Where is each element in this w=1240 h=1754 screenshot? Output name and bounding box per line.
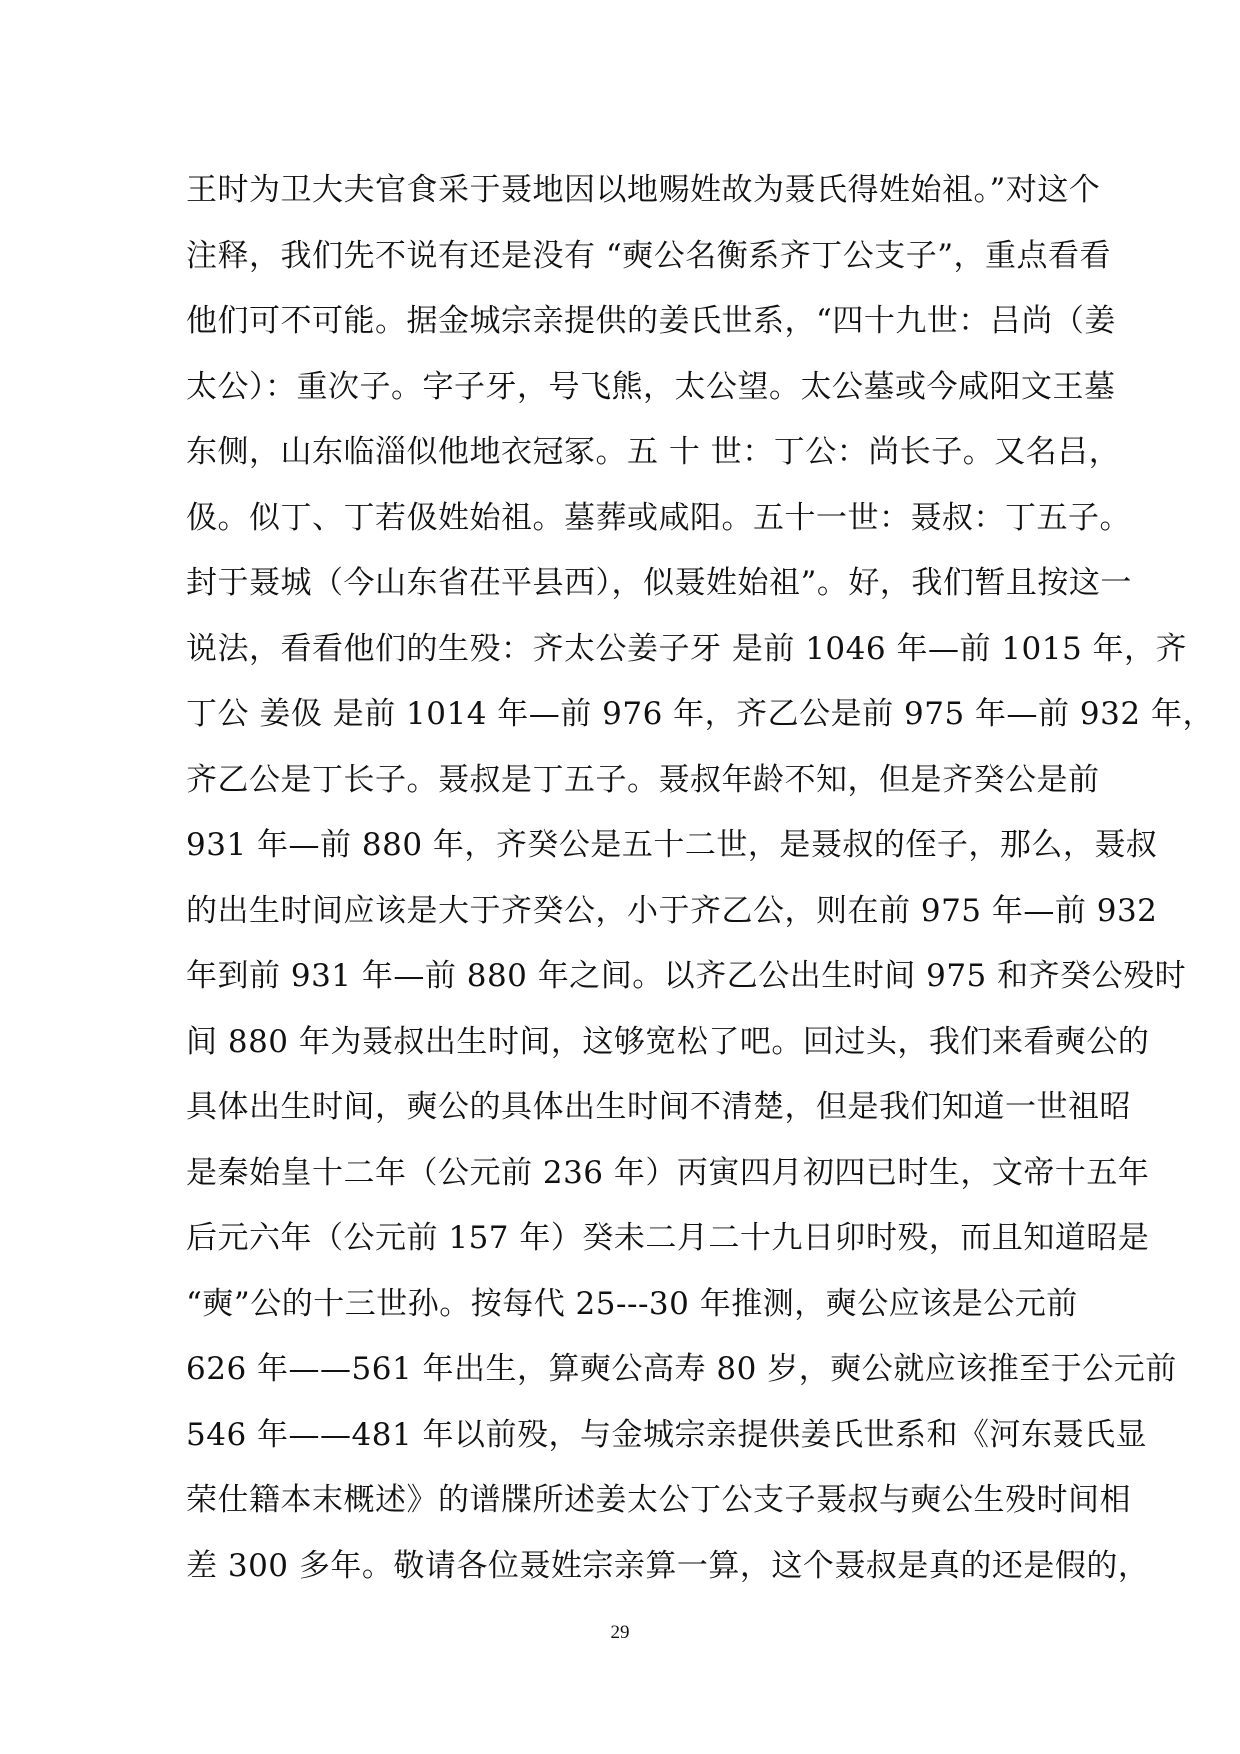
text-line: 说法，看看他们的生殁：齐太公姜子牙 是前 1046 年—前 1015 年，齐: [186, 630, 1188, 667]
text-line: 伋。似丁、丁若伋姓始祖。墓葬或咸阳。五十一世：聂叔：丁五子。: [186, 499, 1131, 536]
text-line: “奭”公的十三世孙。按每代 25---30 年推测，奭公应该是公元前: [186, 1285, 1078, 1322]
text-line: 东侧，山东临淄似他地衣冠冢。五 十 世：丁公：尚长子。又名吕，: [186, 434, 1121, 470]
text-line: 丁公 姜伋 是前 1014 年—前 976 年，齐乙公是前 975 年—前 932 年，: [186, 696, 1214, 732]
text-line: 差 300 多年。敬请各位聂姓宗亲算一算，这个聂叔是真的还是假的，: [186, 1547, 1150, 1584]
text-line: 626 年——561 年出生，算奭公高寿 80 岁，奭公就应该推至于公元前: [186, 1351, 1177, 1387]
text-line: 具体出生时间，奭公的具体出生时间不清楚，但是我们知道一世祖昭: [186, 1089, 1131, 1125]
text-line: 931 年—前 880 年，齐癸公是五十二世，是聂叔的侄子，那么，聂叔: [186, 827, 1158, 863]
text-line: 后元六年（公元前 157 年）癸未二月二十九日卯时殁，而且知道昭是: [186, 1220, 1150, 1256]
text-line: 是秦始皇十二年（公元前 236 年）丙寅四月初四已时生，文帝十五年: [186, 1154, 1150, 1191]
text-line: 546 年——481 年以前殁，与金城宗亲提供姜氏世系和《河东聂氏显: [186, 1416, 1148, 1453]
text-line: 的出生时间应该是大于齐癸公，小于齐乙公，则在前 975 年—前 932: [186, 892, 1158, 929]
text-line: 他们可不可能。据金城宗亲提供的姜氏世系，“四十九世：吕尚（姜: [186, 303, 1116, 339]
body-text: [186, 158, 1214, 1599]
text-line: 注释，我们先不说有还是没有 “奭公名衡系齐丁公支子”，重点看看: [186, 237, 1112, 274]
page-number: 29: [610, 1622, 630, 1643]
text-line: 荣仕籍本末概述》的谱牒所述姜太公丁公支子聂叔与奭公生殁时间相: [186, 1482, 1131, 1518]
text-line: 齐乙公是丁长子。聂叔是丁五子。聂叔年龄不知，但是齐癸公是前: [186, 761, 1100, 798]
text-line: 封于聂城（今山东省茌平县西），似聂姓始祖”。好，我们暂且按这一: [186, 565, 1132, 601]
text-line: 王时为卫大夫官食采于聂地因以地赐姓故为聂氏得姓始祖。”对这个: [186, 172, 1101, 208]
text-line: 太公）：重次子。字子牙，号飞熊，太公望。太公墓或今咸阳文王墓: [186, 368, 1116, 405]
text-line: 间 880 年为聂叔出生时间，这够宽松了吧。回过头，我们来看奭公的: [186, 1023, 1150, 1060]
text-line: 年到前 931 年—前 880 年之间。以齐乙公出生时间 975 和齐癸公殁时: [186, 958, 1187, 994]
